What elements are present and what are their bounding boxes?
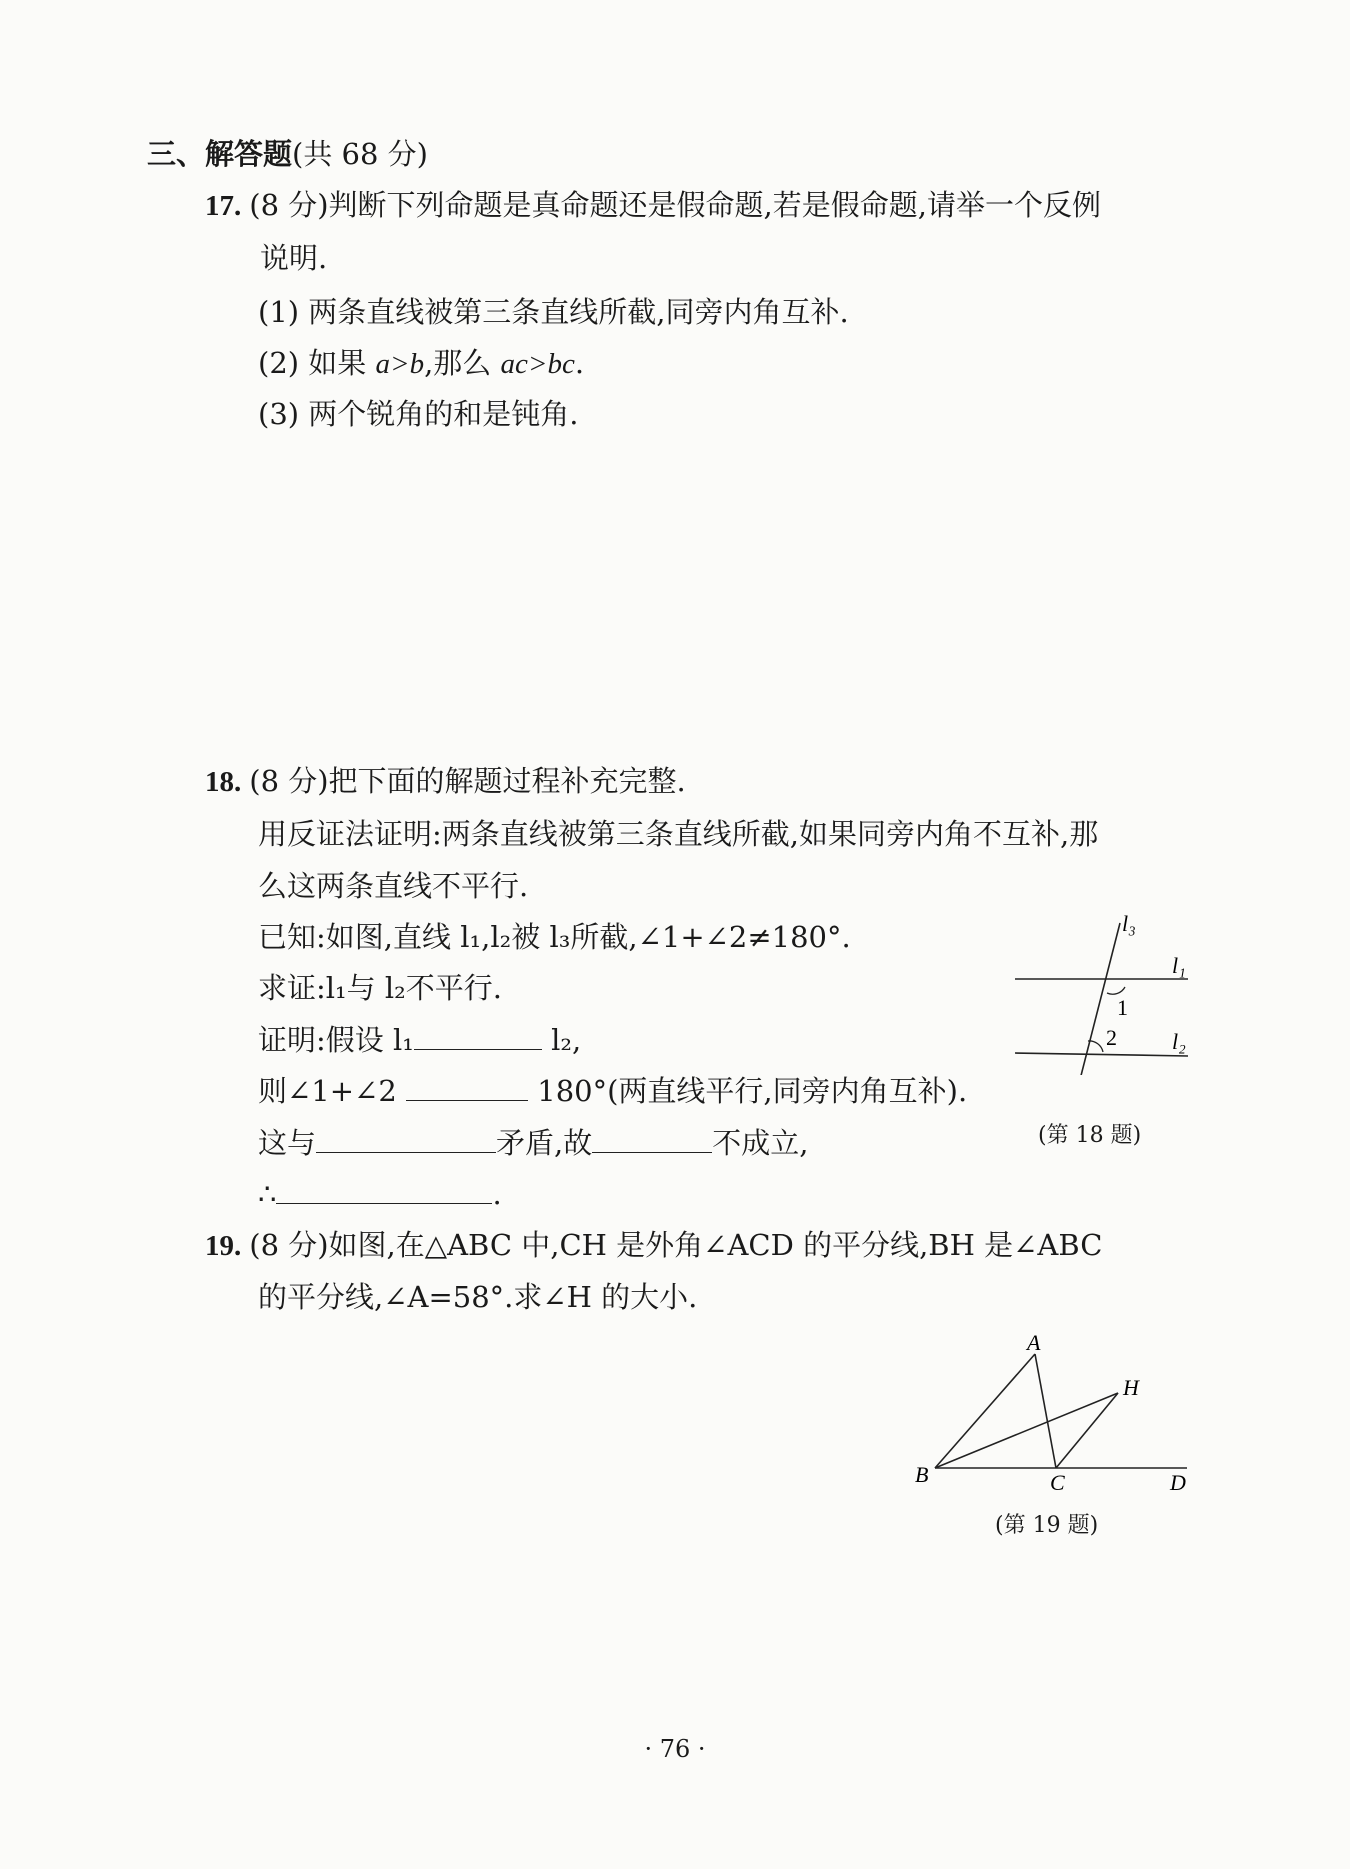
label-angle-1: 1 xyxy=(1117,995,1128,1020)
line-l3 xyxy=(1074,923,1120,1075)
segment-ac xyxy=(1035,1354,1056,1468)
q17-line1 xyxy=(205,187,1101,224)
label-d: D xyxy=(1170,1470,1186,1495)
q17-item2-math2: ac>bc xyxy=(500,348,575,380)
label-c: C xyxy=(1050,1470,1065,1495)
q18-para-line1: 用反证法证明:两条直线被第三条直线所截,如果同旁内角不互补,那 xyxy=(258,817,1099,851)
q19-text-line1: (8 分)如图,在△ABC 中,CH 是外角∠ACD 的平分线,BH 是∠ABC xyxy=(249,1228,1103,1262)
q17-item2-pre: (2) 如果 xyxy=(258,346,376,380)
q18-therefore xyxy=(258,1175,502,1212)
q17-number: 17. xyxy=(205,190,242,222)
q17-item2-end: . xyxy=(574,346,585,380)
q17-item2-mid: ,那么 xyxy=(424,346,501,380)
figure-19 xyxy=(905,1330,1205,1500)
label-l2: l₂ xyxy=(1172,1029,1186,1054)
q19-number: 19. xyxy=(205,1230,242,1262)
segment-ab xyxy=(935,1354,1035,1468)
section-title: 三、解答题 xyxy=(147,137,293,171)
q18-contra-pre: 这与 xyxy=(258,1126,317,1160)
q18-therefore-end: . xyxy=(492,1177,502,1211)
section-heading xyxy=(147,136,428,172)
q18-contradiction xyxy=(258,1124,808,1161)
q17-intro-line1: (8 分)判断下列命题是真命题还是假命题,若是假命题,请举一个反例 xyxy=(249,188,1101,222)
q18-number: 18. xyxy=(205,766,242,798)
q18-blank-4[interactable] xyxy=(592,1124,712,1153)
q18-proof-start xyxy=(258,1021,581,1058)
label-angle-2: 2 xyxy=(1106,1025,1117,1050)
q18-then-pre: 则∠1+∠2 xyxy=(258,1074,407,1108)
label-l3: l₃ xyxy=(1122,915,1136,936)
q18-contra-end: 不成立, xyxy=(712,1126,809,1160)
q18-given: 已知:如图,直线 l₁,l₂被 l₃所截,∠1+∠2≠180°. xyxy=(258,920,851,954)
figure-18-caption: (第 18 题) xyxy=(1038,1123,1142,1148)
q18-blank-2[interactable] xyxy=(406,1072,528,1101)
q18-then-post: 180°(两直线平行,同旁内角互补). xyxy=(528,1074,968,1108)
q18-proof-start-text: 证明:假设 l₁ xyxy=(258,1023,414,1057)
q17-item2 xyxy=(258,345,584,382)
section-points: (共 68 分) xyxy=(292,137,428,171)
figure-18 xyxy=(1010,915,1220,1075)
q18-blank-1[interactable] xyxy=(414,1021,542,1050)
q18-contra-mid: 矛盾,故 xyxy=(496,1126,593,1160)
q18-proof-start-end: l₂, xyxy=(541,1023,582,1057)
q19-line2: 的平分线,∠A=58°.求∠H 的大小. xyxy=(258,1280,698,1314)
segment-bh xyxy=(935,1393,1118,1468)
q18-para-line2: 么这两条直线不平行. xyxy=(258,869,529,903)
q18-blank-5[interactable] xyxy=(276,1175,492,1204)
q17-item1: (1) 两条直线被第三条直线所截,同旁内角互补. xyxy=(258,295,849,329)
q17-intro-line2: 说明. xyxy=(260,241,328,275)
line-l2 xyxy=(1015,1053,1188,1056)
q18-then xyxy=(258,1072,967,1109)
q18-line1 xyxy=(205,763,686,800)
q19-line1 xyxy=(205,1227,1102,1264)
q18-prove: 求证:l₁与 l₂不平行. xyxy=(258,971,503,1005)
label-h: H xyxy=(1123,1375,1139,1400)
q18-therefore-symbol: ∴ xyxy=(258,1177,277,1211)
segment-ch xyxy=(1056,1393,1118,1468)
angle-1-arc xyxy=(1107,987,1125,994)
q18-blank-3[interactable] xyxy=(316,1124,496,1153)
q17-item2-math1: a>b xyxy=(375,348,425,380)
label-b: B xyxy=(915,1462,929,1487)
q17-item3: (3) 两个锐角的和是钝角. xyxy=(258,397,579,431)
figure-19-caption: (第 19 题) xyxy=(995,1513,1099,1538)
page-number: · 76 · xyxy=(644,1735,706,1763)
label-a: A xyxy=(1027,1330,1041,1355)
label-l1: l₁ xyxy=(1172,953,1186,978)
q18-intro: (8 分)把下面的解题过程补充完整. xyxy=(249,764,686,798)
